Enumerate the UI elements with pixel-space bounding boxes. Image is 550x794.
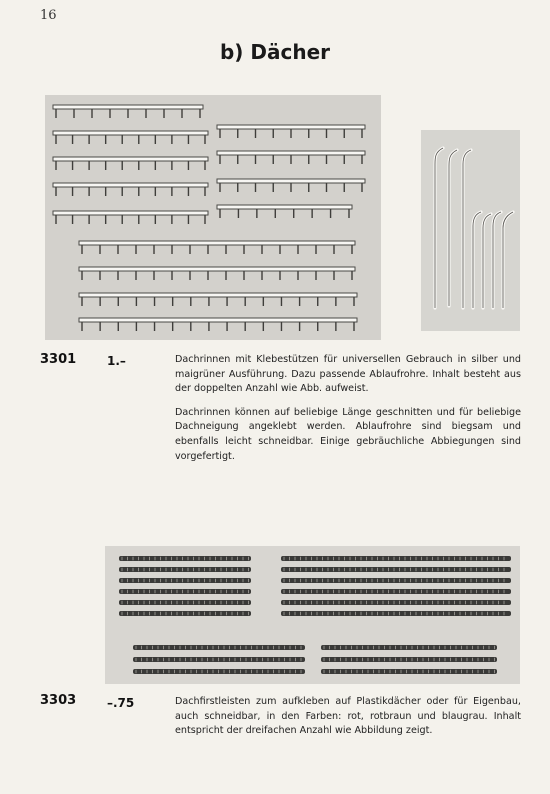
gutter-rail (53, 131, 208, 135)
gutter-rail (217, 125, 365, 129)
ridge-strip-body (321, 657, 497, 662)
ridge-strip (119, 578, 251, 583)
item-price-3303: –.75 (107, 696, 135, 710)
downpipe-piece (503, 212, 513, 308)
gutter-piece (79, 267, 355, 280)
gutter-piece (217, 205, 352, 218)
ridge-strip (133, 645, 305, 650)
gutter-piece (79, 293, 357, 306)
gutters-illustration (45, 95, 381, 340)
item-number-3301: 3301 (40, 352, 77, 367)
gutter-piece (217, 125, 365, 138)
item-description-paragraph: Dachrinnen können auf beliebige Länge geschnitten und für beliebige Dachneigung angeklebt werden. Ablaufrohre sind biegsam und ebenfalls leicht schneidbar. Einige gebräuchliche Abbiegungen sind vorgefertigt. (175, 406, 521, 462)
item-description-paragraph: Dachfirstleisten zum aufkleben auf Plastikdächer oder für Eigenbau, auch schneidbar, in den Farben: rot, rotbraun und blaugrau. Inhalt entspricht der dreifachen Anzahl wie Abbildung zeigt. (175, 696, 521, 737)
downpipes-photo (421, 130, 520, 331)
downpipes-illustration (421, 130, 520, 331)
downpipe-piece (493, 212, 501, 308)
ridge-strips-photo (105, 546, 520, 684)
gutter-rail (217, 179, 365, 183)
ridge-strip (321, 669, 497, 674)
ridge-strip (119, 567, 251, 572)
ridge-strip (281, 578, 511, 583)
gutter-rail (217, 205, 352, 209)
ridge-strip (119, 600, 251, 605)
item-description-paragraph: Dachrinnen mit Klebestützen für universellen Gebrauch in silber und maigrüner Ausführung. Dazu passende Ablaufrohre. Inhalt besteht aus der doppelten Anzahl wie Abb. aufweist. (175, 354, 521, 395)
gutter-rail (53, 211, 208, 215)
ridge-strip-body (321, 645, 497, 650)
ridge-strip (281, 600, 511, 605)
gutter-piece (217, 151, 365, 164)
gutters-photo (45, 95, 381, 340)
item-number-3303: 3303 (40, 693, 77, 708)
gutter-piece (53, 131, 208, 144)
gutter-rail (79, 293, 357, 297)
downpipe-piece (449, 150, 457, 306)
gutter-rail (217, 151, 365, 155)
gutter-rail (79, 318, 357, 322)
ridge-strips-illustration (105, 546, 520, 684)
ridge-strip (119, 611, 251, 616)
gutter-piece (53, 157, 208, 170)
page-number: 16 (40, 8, 57, 23)
gutter-piece (79, 318, 357, 331)
gutter-rail (53, 105, 203, 109)
ridge-strip (321, 645, 497, 650)
ridge-strip (321, 657, 497, 662)
ridge-strip (133, 657, 305, 662)
item-description-3301 (175, 353, 521, 473)
ridge-strip (281, 567, 511, 572)
ridge-strip (133, 669, 305, 674)
downpipe-piece (473, 212, 481, 308)
ridge-strip (281, 589, 511, 594)
gutter-rail (79, 267, 355, 271)
gutter-piece (217, 179, 365, 192)
ridge-strip (119, 556, 251, 561)
gutter-rail (53, 183, 208, 187)
downpipe-piece (463, 150, 471, 308)
section-title: b) Dächer (219, 40, 331, 64)
gutter-rail (79, 241, 355, 245)
item-description-3303 (175, 695, 521, 748)
item-price-3301: 1.– (107, 354, 126, 368)
gutter-piece (53, 211, 208, 224)
downpipe-piece (483, 214, 491, 308)
gutter-piece (79, 241, 355, 254)
gutter-rail (53, 157, 208, 161)
gutter-piece (53, 183, 208, 196)
downpipe-piece (435, 148, 443, 308)
ridge-strip (281, 556, 511, 561)
ridge-strip (119, 589, 251, 594)
gutter-piece (53, 105, 203, 118)
ridge-strip-body (321, 669, 497, 674)
ridge-strip (281, 611, 511, 616)
